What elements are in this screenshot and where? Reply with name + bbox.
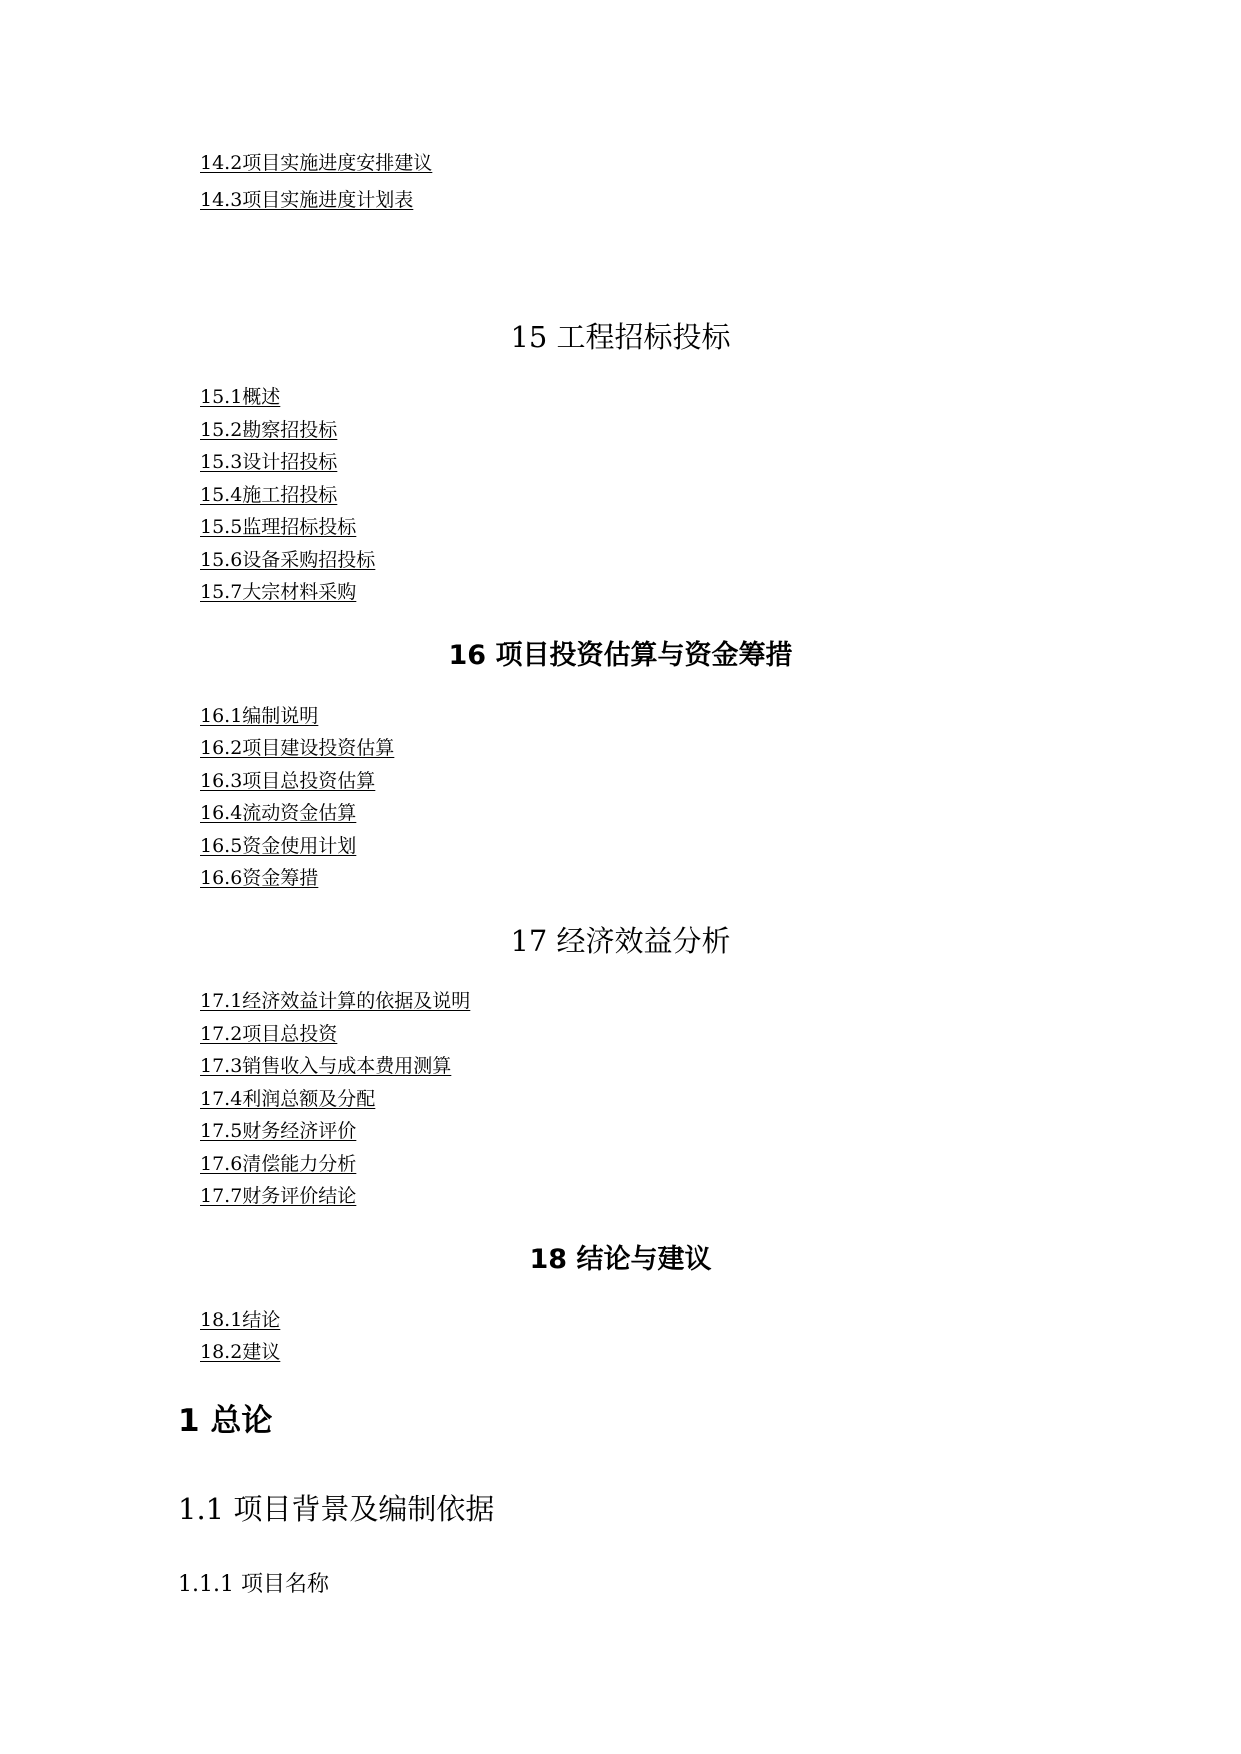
toc-item-16-6[interactable]: 16.6资金筹措 <box>200 867 319 889</box>
toc-item-17-7[interactable]: 17.7财务评价结论 <box>200 1185 357 1207</box>
toc-item-16-5[interactable]: 16.5资金使用计划 <box>200 835 357 857</box>
toc-item-15-2[interactable]: 15.2勘察招投标 <box>200 419 338 441</box>
toc-item-15-5[interactable]: 15.5监理招标投标 <box>200 516 357 538</box>
toc-item-16-2[interactable]: 16.2项目建设投资估算 <box>200 737 395 759</box>
toc-item-16-4[interactable]: 16.4流动资金估算 <box>200 802 357 824</box>
toc-item-14-3[interactable]: 14.3项目实施进度计划表 <box>200 189 414 211</box>
toc-heading-16[interactable]: 16 项目投资估算与资金筹措 <box>448 640 793 671</box>
toc-item-15-7[interactable]: 15.7大宗材料采购 <box>200 581 357 603</box>
toc-item-17-3[interactable]: 17.3销售收入与成本费用测算 <box>200 1055 452 1077</box>
section-heading: 1.1 项目背景及编制依据 <box>178 1492 495 1526</box>
subsection-heading: 1.1.1 项目名称 <box>178 1572 329 1597</box>
toc-item-17-2[interactable]: 17.2项目总投资 <box>200 1023 338 1045</box>
toc-item-16-3[interactable]: 16.3项目总投资估算 <box>200 770 376 792</box>
toc-item-16-1[interactable]: 16.1编制说明 <box>200 705 319 727</box>
toc-heading-18[interactable]: 18 结论与建议 <box>529 1244 712 1275</box>
chapter-heading: 1 总论 <box>178 1403 273 1439</box>
toc-item-17-1[interactable]: 17.1经济效益计算的依据及说明 <box>200 990 471 1012</box>
toc-item-18-1[interactable]: 18.1结论 <box>200 1309 281 1331</box>
toc-item-15-3[interactable]: 15.3设计招投标 <box>200 451 338 473</box>
toc-item-17-6[interactable]: 17.6清偿能力分析 <box>200 1153 357 1175</box>
toc-heading-17[interactable]: 17 经济效益分析 <box>510 924 731 958</box>
toc-heading-15[interactable]: 15 工程招标投标 <box>510 320 731 354</box>
toc-item-15-6[interactable]: 15.6设备采购招投标 <box>200 549 376 571</box>
toc-item-15-1[interactable]: 15.1概述 <box>200 386 281 408</box>
toc-item-18-2[interactable]: 18.2建议 <box>200 1341 281 1363</box>
toc-item-15-4[interactable]: 15.4施工招投标 <box>200 484 338 506</box>
toc-item-17-5[interactable]: 17.5财务经济评价 <box>200 1120 357 1142</box>
toc-item-17-4[interactable]: 17.4利润总额及分配 <box>200 1088 376 1110</box>
toc-item-14-2[interactable]: 14.2项目实施进度安排建议 <box>200 152 433 174</box>
